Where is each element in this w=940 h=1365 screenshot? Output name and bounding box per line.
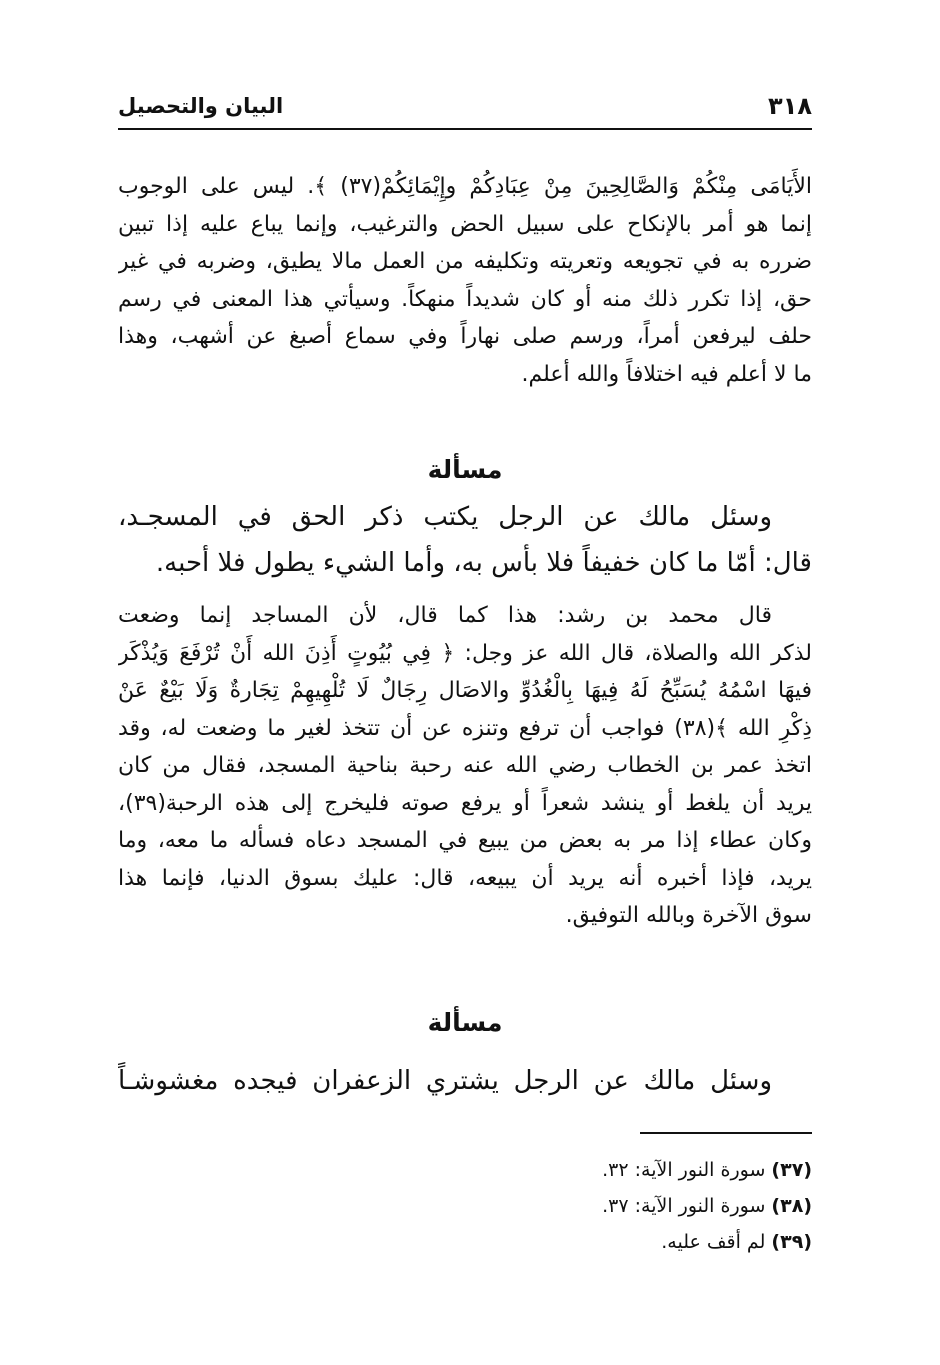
text-line: وكان عطاء إذا مر به بعض من يبيع في المسجد دعاه فسأله ما معه، وما [118,828,812,853]
footnote [118,1188,812,1224]
book-title: البيان والتحصيل [118,94,284,118]
footnote [118,1152,812,1188]
page-number: ٣١٨ [768,92,812,120]
text-line: ضرره به في تجويعه وتعريته وتكليفه من العمل مالا يطيق، وضربه في غير [118,249,812,274]
text-line: فيهَا اسْمُهُ يُسَبِّحُ لَهُ فِيهَا بِالْغُدُوِّ والاصَال رِجَالٌ لَا تُلْهِيهِمْ تِجَارةٌ وَلَا بَيْعٌ عَنْ [118,678,812,703]
question-paragraph [118,1058,812,1104]
footnote [118,1224,812,1260]
question-paragraph [118,494,812,586]
text-line: حق، إذا تكرر ذلك منه أو كان شديداً منهكاً. وسيأتي هذا المعنى في رسم [118,286,812,312]
footnote-number: (٣٧) [771,1159,812,1181]
continued-paragraph [118,168,812,393]
footnote-text: سورة النور الآية: ٣٢. [602,1159,766,1181]
text-line: حلف ليرفعن أمراً، ورسم صلى نهاراً وفي سماع أصبغ عن أشهب، وهذا [118,324,812,349]
text-line: لذكر الله والصلاة، قال الله عز وجل: ﴿ فِي بُيُوتٍ أَذِنَ الله أَنْ تُرْفَعَ وَيُذْكَر [118,640,812,666]
text-line: يريد، فإذا أخبره أنه يريد أن يبيعه، قال: عليك بسوق الدنيا، فإنما هذا [118,865,812,891]
text-line: ما لا أعلم فيه اختلافاً والله أعلم. [521,361,812,387]
header-rule [118,128,812,130]
text-line: إنما هو أمر بالإنكاح على سبيل الحض والترغيب، وإنما يباع عليه إذا تبين [118,211,812,237]
footnote-text: لم أقف عليه. [661,1231,766,1253]
text-line: وسئل مالك عن الرجل يشتري الزعفران فيجده مغشوشـاً [118,1066,772,1096]
running-head [118,92,812,126]
footnote-number: (٣٩) [771,1231,812,1253]
section-heading: مسألة [427,1008,503,1037]
text-line: اتخذ عمر بن الخطاب رضي الله عنه رحبة بناحية المسجد، فقال من كان [118,753,812,778]
section-heading: مسألة [427,455,503,484]
text-line: ذِكْرِ الله ﴾(٣٨) فواجب أن ترفع وتنزه عن أن تتخذ لغير ما وضعت له، وقد [118,715,812,741]
text-line: وسئل مالك عن الرجل يكتب ذكر الحق في المسجـد، [118,502,772,532]
footnote-text: سورة النور الآية: ٣٧. [602,1195,766,1217]
text-line: سوق الآخرة وبالله التوفيق. [565,903,812,928]
answer-paragraph [118,597,812,935]
footnotes [118,1152,812,1260]
footnote-rule [640,1132,812,1134]
text-line: قال محمد بن رشد: هذا كما قال، لأن المساجد إنما وضعت [118,603,772,628]
text-line: قال: أمّا ما كان خفيفاً فلا بأس به، وأما الشيء يطول فلا أحبه. [155,548,812,578]
text-line: يريد أن يلغط أو ينشد شعراً أو يرفع صوته فليخرج إلى هذه الرحبة(٣٩)، [118,790,812,816]
footnote-number: (٣٨) [771,1195,812,1217]
text-line: الأَيَامَى مِنْكُمْ وَالصَّالِحِينَ مِنْ عِبَادِكُمْ وإِيْمَائِكُمْ(٣٧) ﴾. ليس على الوجوب [118,174,812,199]
